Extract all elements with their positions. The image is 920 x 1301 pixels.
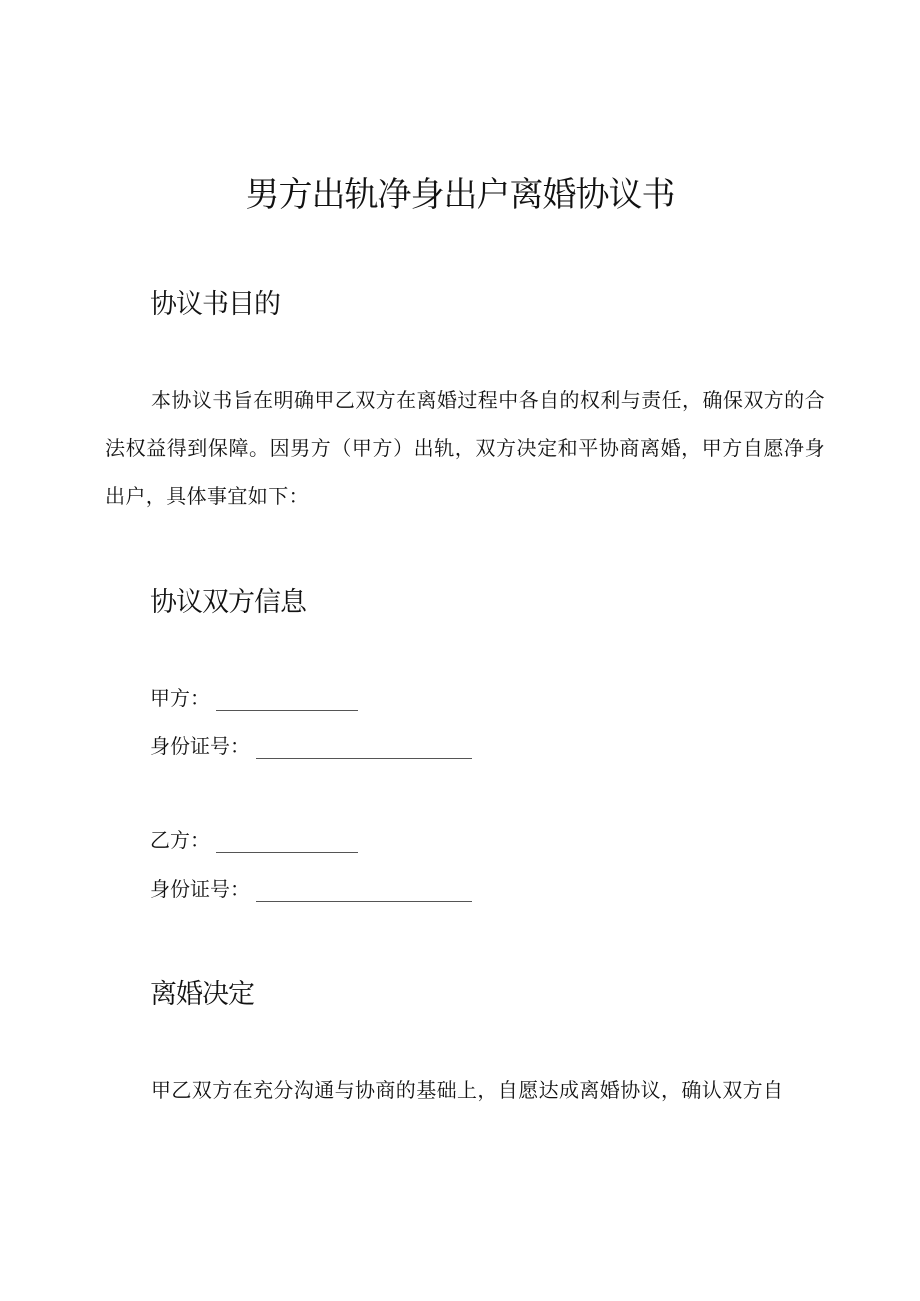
party-a-id-field (150, 731, 472, 761)
document-title: 男方出轨净身出户离婚协议书 (245, 175, 675, 215)
party-b-id-blank[interactable] (256, 881, 472, 902)
party-a-id-blank[interactable] (256, 738, 472, 759)
party-a-blank[interactable] (216, 690, 358, 711)
party-b-label: 乙方： (150, 828, 210, 852)
section-heading-parties: 协议双方信息 (150, 587, 306, 618)
party-b-field (150, 825, 358, 855)
party-b-id-label: 身份证号： (150, 877, 250, 901)
decision-paragraph: 甲乙双方在充分沟通与协商的基础上，自愿达成离婚协议，确认双方自 (151, 1078, 784, 1102)
section-heading-decision: 离婚决定 (150, 979, 254, 1010)
party-a-label: 甲方： (150, 686, 210, 710)
section-heading-purpose: 协议书目的 (150, 289, 280, 320)
party-b-blank[interactable] (216, 832, 358, 853)
purpose-paragraph: 本协议书旨在明确甲乙双方在离婚过程中各自的权利与责任，确保双方的合法权益得到保障。因男方（甲方）出轨，双方决定和平协商离婚，甲方自愿净身出户，具体事宜如下： (105, 388, 825, 508)
party-a-field (150, 683, 358, 713)
party-b-id-field (150, 874, 472, 904)
party-a-id-label: 身份证号： (150, 734, 250, 758)
